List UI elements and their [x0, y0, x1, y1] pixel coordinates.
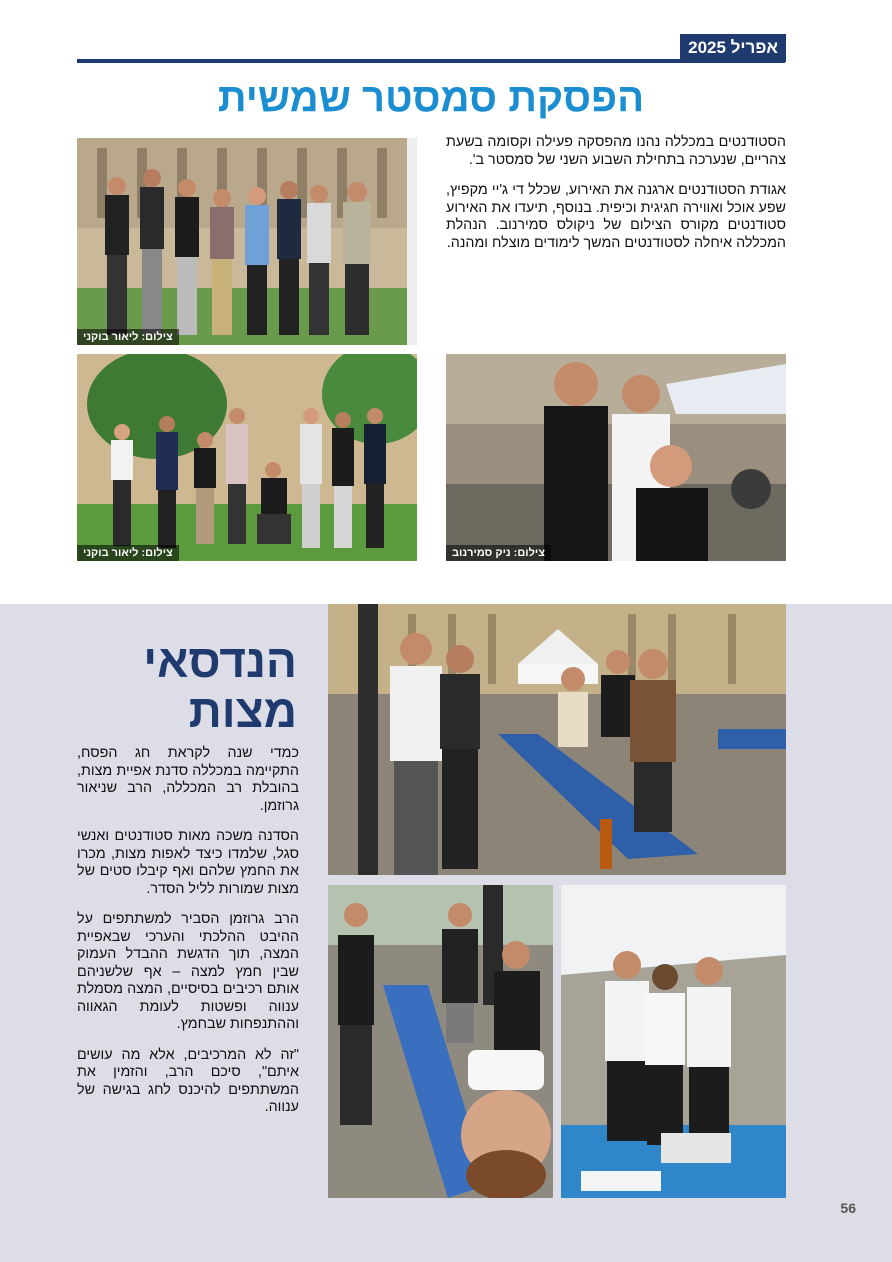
article-body	[446, 134, 786, 265]
rabbi-photo-image	[561, 885, 786, 1198]
selfie-photo-image	[328, 885, 553, 1198]
title-line-2: מצות	[188, 685, 297, 737]
group-photo-1-image	[77, 138, 417, 345]
article-paragraph: הרב גרוזמן הסביר למשתתפים על ההיבט ההלכתי והערכי שבאפיית המצה, תוך הדגשת ההבדל העמוק שבין חמץ למצה – אף שלשניהם אותם רכיבים בסיסיים, המצה מסמלת ענווה ופשטות לעומת הגאווה וההתנפחות שבחמץ.	[77, 911, 299, 1032]
article-paragraph: הסטודנטים במכללה נהנו מהפסקה פעילה וקסומה בשעת צהריים, שנערכה בתחילת השבוע השני של סמסטר ב'.	[446, 134, 786, 168]
group-photo-1	[77, 138, 417, 345]
article-title: הפסקת סמסטר שמשית	[217, 76, 645, 120]
page-number: 56	[840, 1200, 856, 1216]
photo-credit: צילום: ניק סמירנוב	[446, 545, 551, 561]
students-photo	[446, 354, 786, 561]
photo-credit: צילום: ליאור בוקני	[77, 329, 179, 345]
matzah-article-body	[77, 745, 299, 1130]
photo-credit: צילום: ליאור בוקני	[77, 545, 179, 561]
rabbi-photo	[561, 885, 786, 1198]
article-paragraph: אגודת הסטודנטים ארגנה את האירוע, שכלל די ג'יי מקפיץ, שפע אוכל ואווירה חגיגית וכיפית. בנוסף, תיעדו את האירוע סטודנטים מקורס הצילום של ניקולס סמירנוב. הנהלת המכללה איחלה לסטודנטים המשך לימודים מוצלח ומהנה.	[446, 182, 786, 251]
issue-date: אפריל 2025	[680, 34, 786, 62]
matzah-workshop-image	[328, 604, 786, 875]
group-photo-2-image	[77, 354, 417, 561]
title-line-1: הנדסאי	[143, 635, 297, 687]
group-photo-2	[77, 354, 417, 561]
header-rule	[77, 59, 785, 63]
article-paragraph: "זה לא המרכיבים, אלא מה עושים איתם", סיכם הרב, והזמין את המשתתפים להיכנס לחג בגישה של ענווה.	[77, 1046, 299, 1115]
article-paragraph: כמדי שנה לקראת חג הפסח, התקיימה במכללה סדנת אפיית מצות, בהובלת רב המכללה, הרב שניאור גרוזמן.	[77, 745, 299, 814]
students-photo-image	[446, 354, 786, 561]
matzah-workshop-photo	[328, 604, 786, 875]
article-paragraph: הסדנה משכה מאות סטודנטים ואנשי סגל, שלמדו כיצד לאפות מצות, מכרו את החמץ שלהם ואף קיבלו סטים של מצות שמורות לליל הסדר.	[77, 828, 299, 897]
matzah-article-title	[77, 636, 297, 736]
selfie-photo	[328, 885, 553, 1198]
